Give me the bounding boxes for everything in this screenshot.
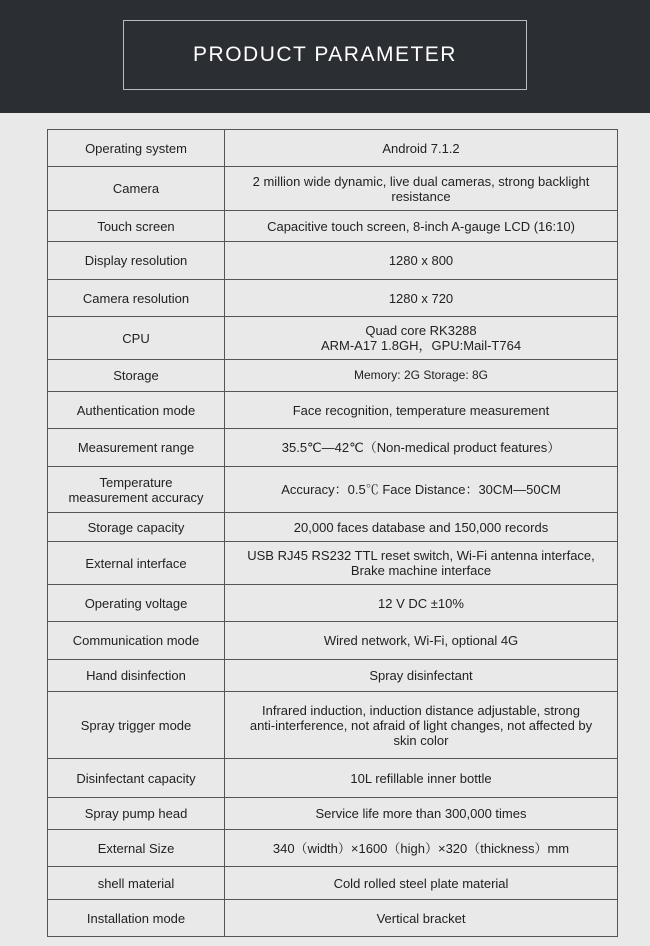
- parameter-value: Android 7.1.2: [225, 130, 618, 167]
- parameter-value: Infrared induction, induction distance adjustable, strong anti-interference, not afraid of light changes, not affected by skin color: [225, 692, 618, 759]
- table-row: [48, 130, 618, 167]
- parameter-value: Quad core RK3288 ARM-A17 1.8GH，GPU:Mail-T764: [225, 317, 618, 360]
- parameter-value: Service life more than 300,000 times: [225, 798, 618, 830]
- parameter-label: Camera: [48, 167, 225, 211]
- table-row: [48, 280, 618, 317]
- parameter-label: Authentication mode: [48, 392, 225, 429]
- parameter-value: Memory: 2G Storage: 8G: [225, 360, 618, 392]
- table-row: [48, 242, 618, 280]
- parameter-value: Wired network, Wi-Fi, optional 4G: [225, 622, 618, 660]
- table-row: [48, 585, 618, 622]
- table-row: [48, 759, 618, 798]
- table-row: [48, 798, 618, 830]
- parameter-label: Storage capacity: [48, 513, 225, 542]
- parameter-value: 1280 x 720: [225, 280, 618, 317]
- table-row: [48, 360, 618, 392]
- title-box: [123, 20, 527, 90]
- table-row: [48, 867, 618, 900]
- parameter-label: shell material: [48, 867, 225, 900]
- parameter-value: Vertical bracket: [225, 900, 618, 937]
- parameter-value: 10L refillable inner bottle: [225, 759, 618, 798]
- parameter-label: External interface: [48, 542, 225, 585]
- parameter-value: Spray disinfectant: [225, 660, 618, 692]
- table-row: [48, 622, 618, 660]
- parameter-label: Installation mode: [48, 900, 225, 937]
- page-title: PRODUCT PARAMETER: [193, 43, 457, 66]
- parameter-label: Display resolution: [48, 242, 225, 280]
- table-row: [48, 167, 618, 211]
- parameter-label: Temperature measurement accuracy: [48, 467, 225, 513]
- parameter-value: Capacitive touch screen, 8-inch A-gauge LCD (16:10): [225, 211, 618, 242]
- parameter-label: Disinfectant capacity: [48, 759, 225, 798]
- table-row: [48, 467, 618, 513]
- parameter-value: 12 V DC ±10%: [225, 585, 618, 622]
- parameter-label: Communication mode: [48, 622, 225, 660]
- parameter-value: USB RJ45 RS232 TTL reset switch, Wi-Fi antenna interface, Brake machine interface: [225, 542, 618, 585]
- parameter-value: Accuracy：0.5℃ Face Distance：30CM—50CM: [225, 467, 618, 513]
- parameter-label: Spray pump head: [48, 798, 225, 830]
- table-row: [48, 692, 618, 759]
- table-row: [48, 513, 618, 542]
- parameter-value: 1280 x 800: [225, 242, 618, 280]
- table-row: [48, 900, 618, 937]
- parameter-table: [47, 129, 618, 937]
- parameter-label: External Size: [48, 830, 225, 867]
- table-row: [48, 429, 618, 467]
- parameter-label: CPU: [48, 317, 225, 360]
- parameter-label: Touch screen: [48, 211, 225, 242]
- table-row: [48, 830, 618, 867]
- table-row: [48, 660, 618, 692]
- parameter-label: Storage: [48, 360, 225, 392]
- parameter-label: Operating system: [48, 130, 225, 167]
- table-row: [48, 211, 618, 242]
- parameter-label: Measurement range: [48, 429, 225, 467]
- parameter-label: Operating voltage: [48, 585, 225, 622]
- parameter-value: 340（width）×1600（high）×320（thickness）mm: [225, 830, 618, 867]
- parameter-value: 20,000 faces database and 150,000 records: [225, 513, 618, 542]
- parameter-value: Cold rolled steel plate material: [225, 867, 618, 900]
- parameter-label: Hand disinfection: [48, 660, 225, 692]
- table-row: [48, 542, 618, 585]
- parameter-value: 2 million wide dynamic, live dual cameras, strong backlight resistance: [225, 167, 618, 211]
- parameter-label: Camera resolution: [48, 280, 225, 317]
- parameter-value: 35.5℃—42℃（Non-medical product features）: [225, 429, 618, 467]
- parameter-label: Spray trigger mode: [48, 692, 225, 759]
- table-row: [48, 392, 618, 429]
- table-row: [48, 317, 618, 360]
- page-header: [0, 0, 650, 113]
- parameter-value: Face recognition, temperature measurement: [225, 392, 618, 429]
